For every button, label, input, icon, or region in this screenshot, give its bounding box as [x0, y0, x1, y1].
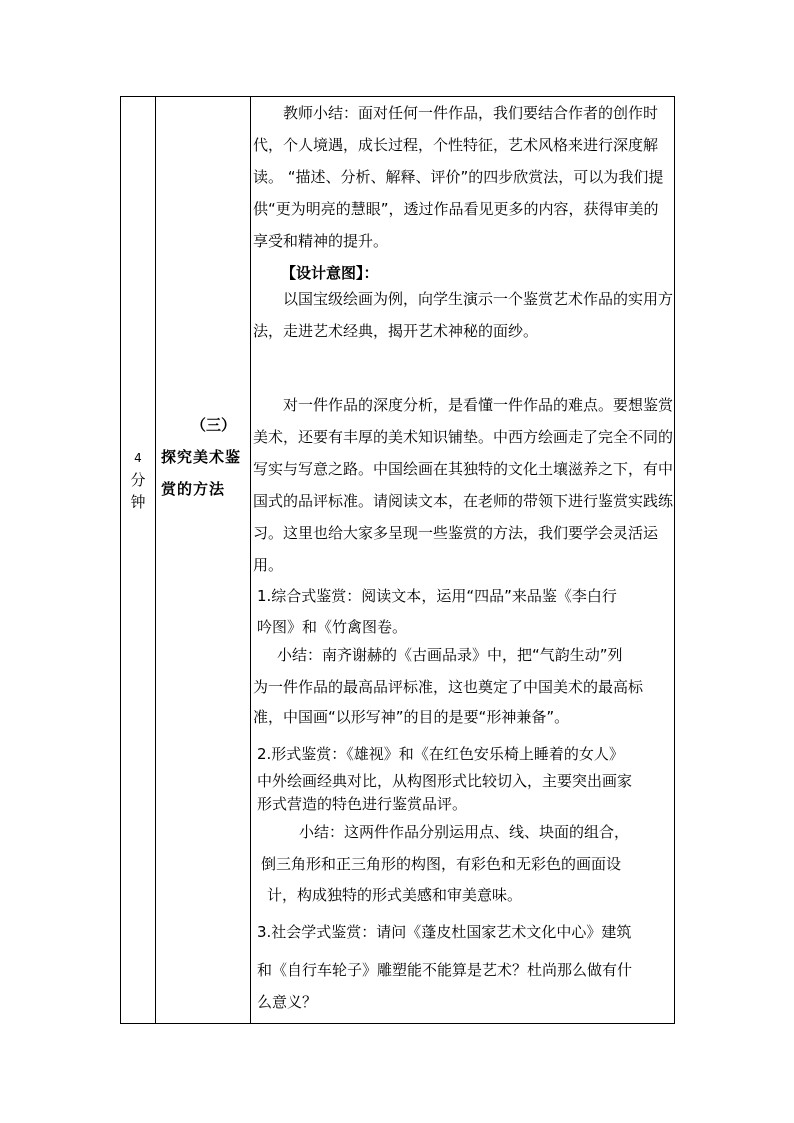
- design-intent-heading: 【设计意图】：: [281, 264, 379, 282]
- method-item: 中外绘画经典对比，从构图形式比较切入，主要突出画家: [257, 772, 633, 790]
- summary-text: 计，构成独特的形式美感和审美意味。: [267, 886, 523, 904]
- time-number: 4: [134, 451, 142, 465]
- design-intent-text: 以国宝级绘画为例，向学生演示一个鉴赏艺术作品的实用方法，走进艺术经典，揭开艺术神秘的面纱。: [253, 290, 674, 340]
- method-item: 1.综合式鉴赏：阅读文本，运用“四品”来品鉴《李白行: [257, 587, 617, 605]
- method-item: 和《自行车轮子》雕塑能不能算是艺术？杜尚那么做有什: [257, 961, 633, 979]
- method-item: 吟图》和《竹禽图卷。: [257, 618, 408, 636]
- summary-text: 准，中国画“以形写神”的目的是要“形神兼备”。: [253, 708, 570, 726]
- method-item: 3.社会学式鉴赏：请问《蓬皮杜国家艺术文化中心》建筑: [257, 923, 632, 941]
- teacher-summary: 教师小结：面对任何一件作品，我们要结合作者的创作时代，个人境遇，成长过程，个性特征，艺术风格来进行深度解读。 “描述、分析、解释、评价”的四步欣赏法，可以为我们提供“更为明亮的慧眼”，透过作品看见更多的内容，获得审美的享受和精神的提升。: [253, 104, 664, 250]
- column-divider: [155, 97, 156, 1023]
- section-title: 赏的方法: [161, 480, 226, 498]
- method-item: 形式营造的特色进行鉴赏品评。: [257, 795, 468, 813]
- method-item: 2.形式鉴赏：《雄视》和《在红色安乐椅上睡着的女人》: [257, 745, 624, 763]
- analysis-intro: 对一件作品的深度分析，是看懂一件作品的难点。要想鉴赏美术，还要有丰厚的美术知识铺垫。中西方绘画走了完全不同的写实与写意之路。中国绘画在其独特的文化土壤滋养之下，有中国式的品评标准。请阅读文本，在老师的带领下进行鉴赏实践练习。这里也给大家多呈现一些鉴赏的方法，我们要学会灵活运用。: [253, 396, 674, 574]
- summary-text: 为一件作品的最高品评标准，这也奠定了中国美术的最高标: [253, 678, 644, 696]
- column-divider: [250, 97, 251, 1023]
- time-unit: 分: [130, 471, 146, 489]
- section-number: （三）: [190, 416, 236, 434]
- section-cell: [157, 409, 250, 505]
- time-cell: [121, 447, 155, 513]
- lesson-table: [120, 96, 675, 1024]
- method-item: 么意义？: [257, 993, 318, 1011]
- time-unit: 钟: [130, 493, 146, 511]
- section-title: 探究美术鉴: [161, 448, 242, 466]
- summary-text: 小结：这两件作品分别运用点、线、块面的组合，: [299, 823, 630, 841]
- summary-text: 小结：南齐谢赫的《古画品录》中，把“气韵生动”列: [277, 646, 623, 664]
- summary-text: 倒三角形和正三角形的构图，有彩色和无彩色的画面设: [261, 855, 622, 873]
